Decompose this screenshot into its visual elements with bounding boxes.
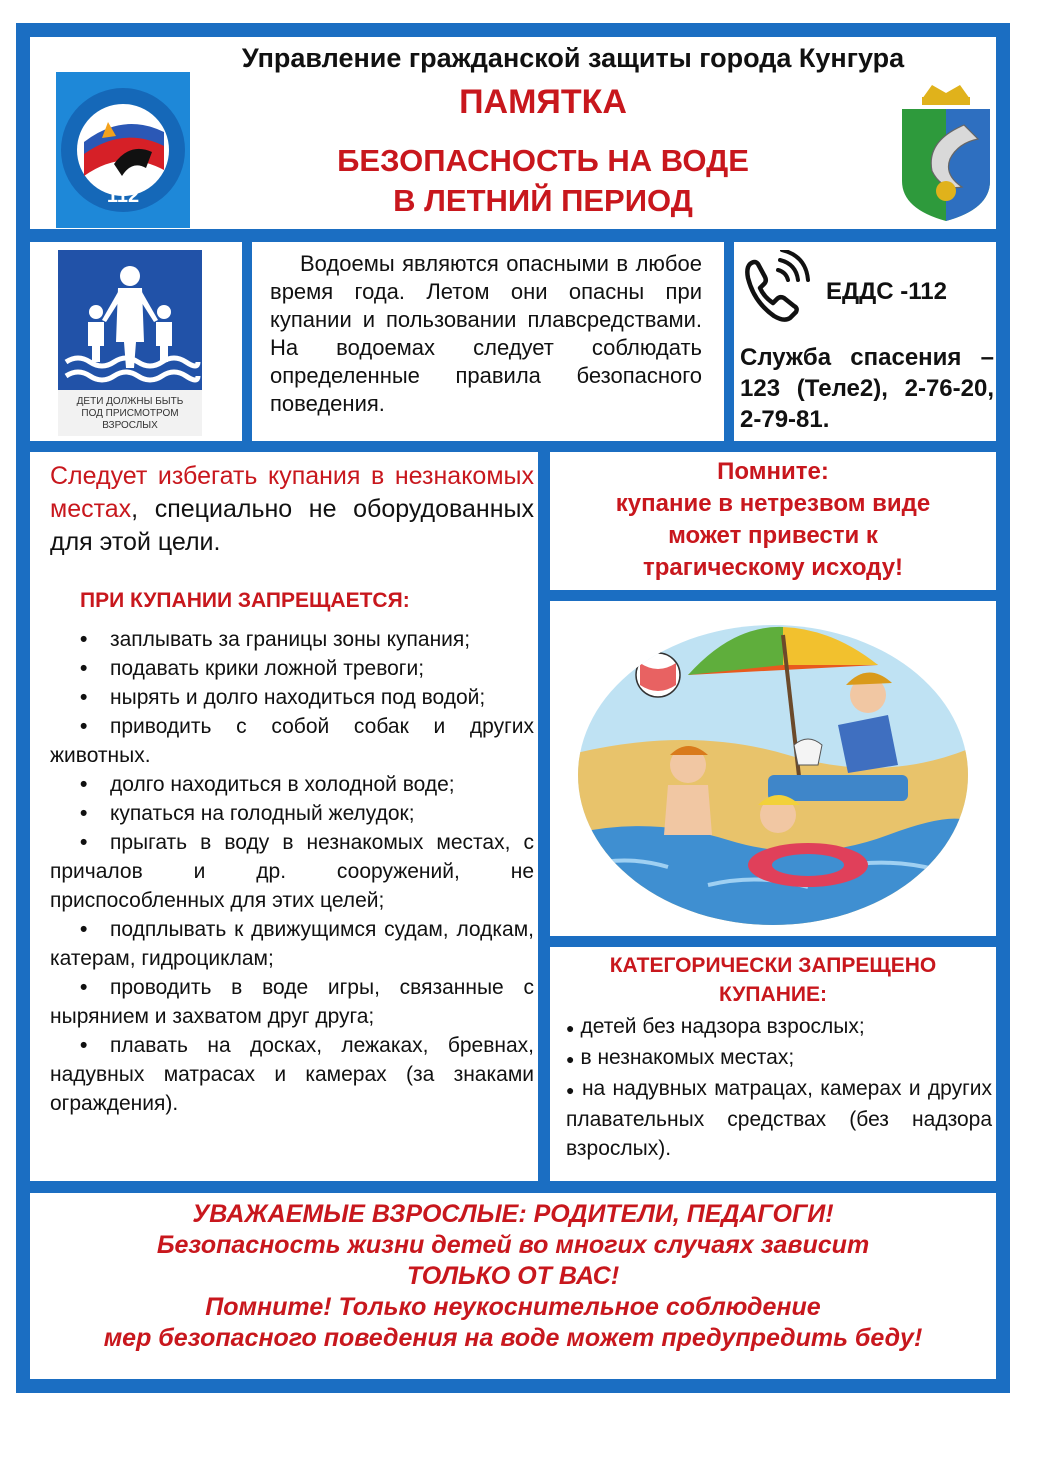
main-title-line1: БЕЗОПАСНОСТЬ НА ВОДЕ — [337, 143, 749, 178]
list-item: • проводить в воде игры, связанные с нырянием и захватом друг друга; — [50, 973, 534, 1031]
forbidden-list — [50, 625, 534, 1118]
sign-caption-line3: ВЗРОСЛЫХ — [102, 420, 158, 431]
category-heading-line1: КАТЕГОРИЧЕСКИ ЗАПРЕЩЕНО — [609, 954, 937, 977]
remember-warning — [550, 456, 996, 584]
illustration-panel — [550, 601, 996, 936]
sign-caption-line2: ПОД ПРИСМОТРОМ — [81, 408, 179, 419]
appeal-line3: ТОЛЬКО ОТ ВАС! — [406, 1262, 620, 1290]
bullet-icon: • — [80, 831, 88, 854]
bullet-icon: • — [80, 715, 88, 738]
list-item: ● в незнакомых местах; — [566, 1046, 795, 1069]
list-item: • долго находиться в холодной воде; — [50, 770, 534, 799]
bullet-icon: • — [80, 657, 88, 680]
sign-caption-line1: ДЕТИ ДОЛЖНЫ БЫТЬ — [76, 396, 184, 407]
bullet-icon: • — [80, 918, 88, 941]
organization-title: Управление гражданской защиты города Кунгура — [241, 43, 905, 73]
appeal-line4: Помните! Только неукоснительное соблюдение — [205, 1293, 821, 1321]
rules-panel — [30, 452, 538, 1181]
appeal-line5: мер безопасного поведения на воде может предупредить беду! — [103, 1324, 923, 1352]
list-item: • купаться на голодный желудок; — [50, 799, 534, 828]
bullet-icon: • — [80, 628, 88, 651]
appeal-line2: Безопасность жизни детей во многих случаях зависит — [156, 1231, 870, 1259]
remember-line4: трагическому исходу! — [642, 554, 904, 581]
category-panel — [550, 947, 996, 1181]
header-panel — [30, 37, 996, 229]
memo-title: ПАМЯТКА — [459, 83, 627, 121]
bullet-icon: • — [80, 773, 88, 796]
coat-of-arms-icon — [892, 79, 1000, 225]
bullet-icon: ● — [566, 1051, 575, 1067]
main-title-line2: В ЛЕТНИЙ ПЕРИОД — [393, 183, 693, 218]
list-item: ● на надувных матрацах, камерах и других плавательных средствах (без надзора взрослых). — [566, 1077, 992, 1160]
avoid-warning — [50, 460, 534, 559]
emblem-number: 112 — [106, 185, 140, 207]
rescue-service-numbers: Служба спасения – 123 (Теле2), 2-76-20, 2-79-81. — [740, 344, 994, 433]
forbidden-heading: ПРИ КУПАНИИ ЗАПРЕЩАЕТСЯ: — [80, 589, 410, 612]
edds-number: ЕДДС -112 — [826, 278, 947, 305]
bullet-icon: • — [80, 976, 88, 999]
contact-panel — [734, 242, 996, 441]
edds-112-emblem-icon — [56, 72, 190, 228]
list-item: • нырять и долго находиться под водой; — [50, 683, 534, 712]
safety-sign-panel — [30, 242, 242, 441]
bullet-icon: • — [80, 686, 88, 709]
appeal-text — [30, 1199, 996, 1354]
children-supervision-sign-icon — [58, 250, 202, 436]
list-item: • подавать крики ложной тревоги; — [50, 654, 534, 683]
avoid-highlight: Следует избегать купания в незнакомых местах — [50, 462, 534, 523]
remember-line3: может привести к — [668, 522, 878, 549]
bullet-icon: • — [80, 802, 88, 825]
appeal-panel — [30, 1193, 996, 1379]
intro-text: Водоемы являются опасными в любое время года. Летом они опасны при купании и пользовании плавсредствами. На водоемах следует соблюдать определенные правила безопасного поведения. — [270, 251, 702, 416]
beach-children-illustration-icon — [568, 605, 978, 931]
phone-icon — [740, 250, 810, 326]
list-item: • плавать на досках, лежаках, бревнах, надувных матрасах и камерах (за знаками ограждения). — [50, 1031, 534, 1118]
bullet-icon: ● — [566, 1082, 576, 1098]
list-item: • подплывать к движущимся судам, лодкам, катерам, гидроциклам; — [50, 915, 534, 973]
avoid-rest: , специально не оборудованных для этой цели. — [50, 495, 534, 556]
bullet-icon: • — [80, 1034, 88, 1057]
remember-line1: Помните: — [717, 458, 829, 485]
intro-panel — [252, 242, 724, 441]
category-list — [566, 1012, 992, 1163]
remember-line2: купание в нетрезвом виде — [615, 490, 931, 517]
list-item: • прыгать в воду в незнакомых местах, с причалов и др. сооружений, не приспособленных для этих целей; — [50, 828, 534, 915]
list-item: • заплывать за границы зоны купания; — [50, 625, 534, 654]
appeal-line1: УВАЖАЕМЫЕ ВЗРОСЛЫЕ: РОДИТЕЛИ, ПЕДАГОГИ! — [192, 1200, 834, 1228]
remember-panel — [550, 452, 996, 590]
list-item: • приводить с собой собак и других животных. — [50, 712, 534, 770]
page-frame — [16, 23, 1010, 1393]
category-heading-line2: КУПАНИЕ: — [719, 983, 827, 1006]
bullet-icon: ● — [566, 1020, 575, 1036]
list-item: ● детей без надзора взрослых; — [566, 1015, 865, 1038]
category-heading — [550, 951, 996, 1009]
